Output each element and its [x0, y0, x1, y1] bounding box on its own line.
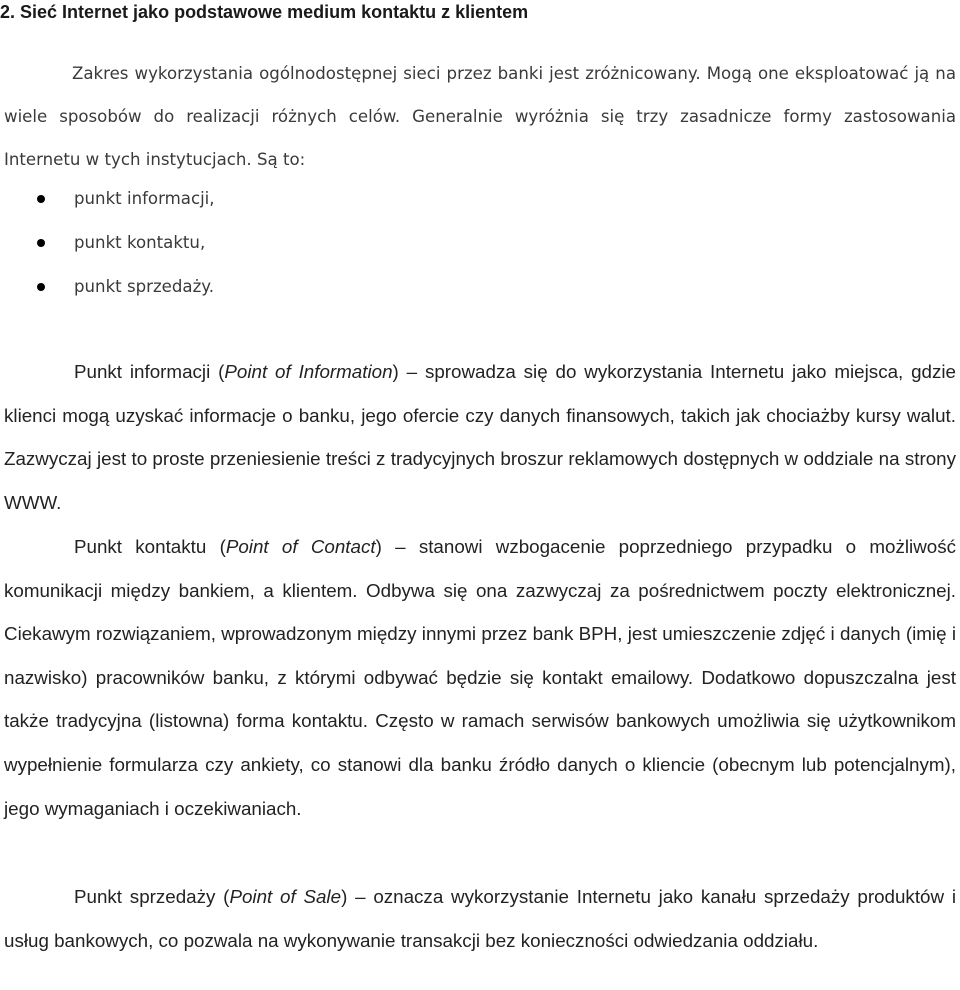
list-item — [0, 265, 215, 309]
point-of-information-paragraph — [4, 350, 956, 524]
forms-list — [0, 177, 215, 309]
paragraph-lead: Punkt kontaktu ( — [74, 536, 226, 557]
paragraph-rest: ) – oznacza wykorzystanie Internetu jako kanału sprzedaży produktów i usług bankowych, co pozwala na wykonywanie transakcji bez konieczności odwiedzania oddziału. — [4, 886, 956, 951]
list-item-text: punkt sprzedaży. — [74, 277, 215, 296]
paragraph-lead: Punkt sprzedaży ( — [74, 886, 230, 907]
list-item — [0, 221, 215, 265]
paragraph-term: Point of Contact — [225, 536, 376, 557]
section-heading: 2. Sieć Internet jako podstawowe medium kontaktu z klientem — [0, 2, 529, 22]
bullet-icon — [37, 195, 45, 203]
bullet-icon — [37, 283, 45, 291]
point-of-sale-paragraph — [4, 875, 956, 962]
paragraph-rest: ) – sprowadza się do wykorzystania Internetu jako miejsca, gdzie klienci mogą uzyskać informacje o banku, jego ofercie czy danych finansowych, takich jak chociażby kursy walut. Zazwyczaj jest to proste przeniesienie treści z tradycyjnych broszur reklamowych dostępnych w oddziale na strony WWW. — [4, 361, 957, 513]
paragraph-term: Point of Sale — [229, 886, 342, 907]
paragraph-lead: Punkt informacji ( — [74, 361, 225, 382]
list-item-text: punkt informacji, — [74, 189, 215, 208]
paragraph-term: Point of Information — [224, 361, 393, 382]
list-item-text: punkt kontaktu, — [74, 233, 206, 252]
list-item — [0, 177, 215, 221]
intro-paragraph: Zakres wykorzystania ogólnodostępnej sieci przez banki jest zróżnicowany. Mogą one eksploatować ją na wiele sposobów do realizacji różnych celów. Generalnie wyróżnia się trzy zasadnicze formy zastosowania Internetu w tych instytucjach. Są to: — [4, 64, 956, 169]
bullet-icon — [37, 239, 45, 247]
paragraph-rest: ) – stanowi wzbogacenie poprzedniego przypadku o możliwość komunikacji między bankiem, a klientem. Odbywa się ona zazwyczaj za pośrednictwem poczty elektronicznej. Ciekawym rozwiązaniem, wprowadzonym między innymi przez bank BPH, jest umieszczenie zdjęć i danych (imię i nazwisko) pracowników banku, z którymi odbywać będzie się kontakt emailowy. Dodatkowo dopuszczalna jest także tradycyjna (listowna) forma kontaktu. Często w ramach serwisów bankowych umożliwia się użytkownikom wypełnienie formularza czy ankiety, co stanowi dla banku źródło danych o kliencie (obecnym lub potencjalnym), jego wymaganiach i oczekiwaniach. — [4, 536, 957, 819]
point-of-contact-paragraph — [4, 525, 956, 830]
